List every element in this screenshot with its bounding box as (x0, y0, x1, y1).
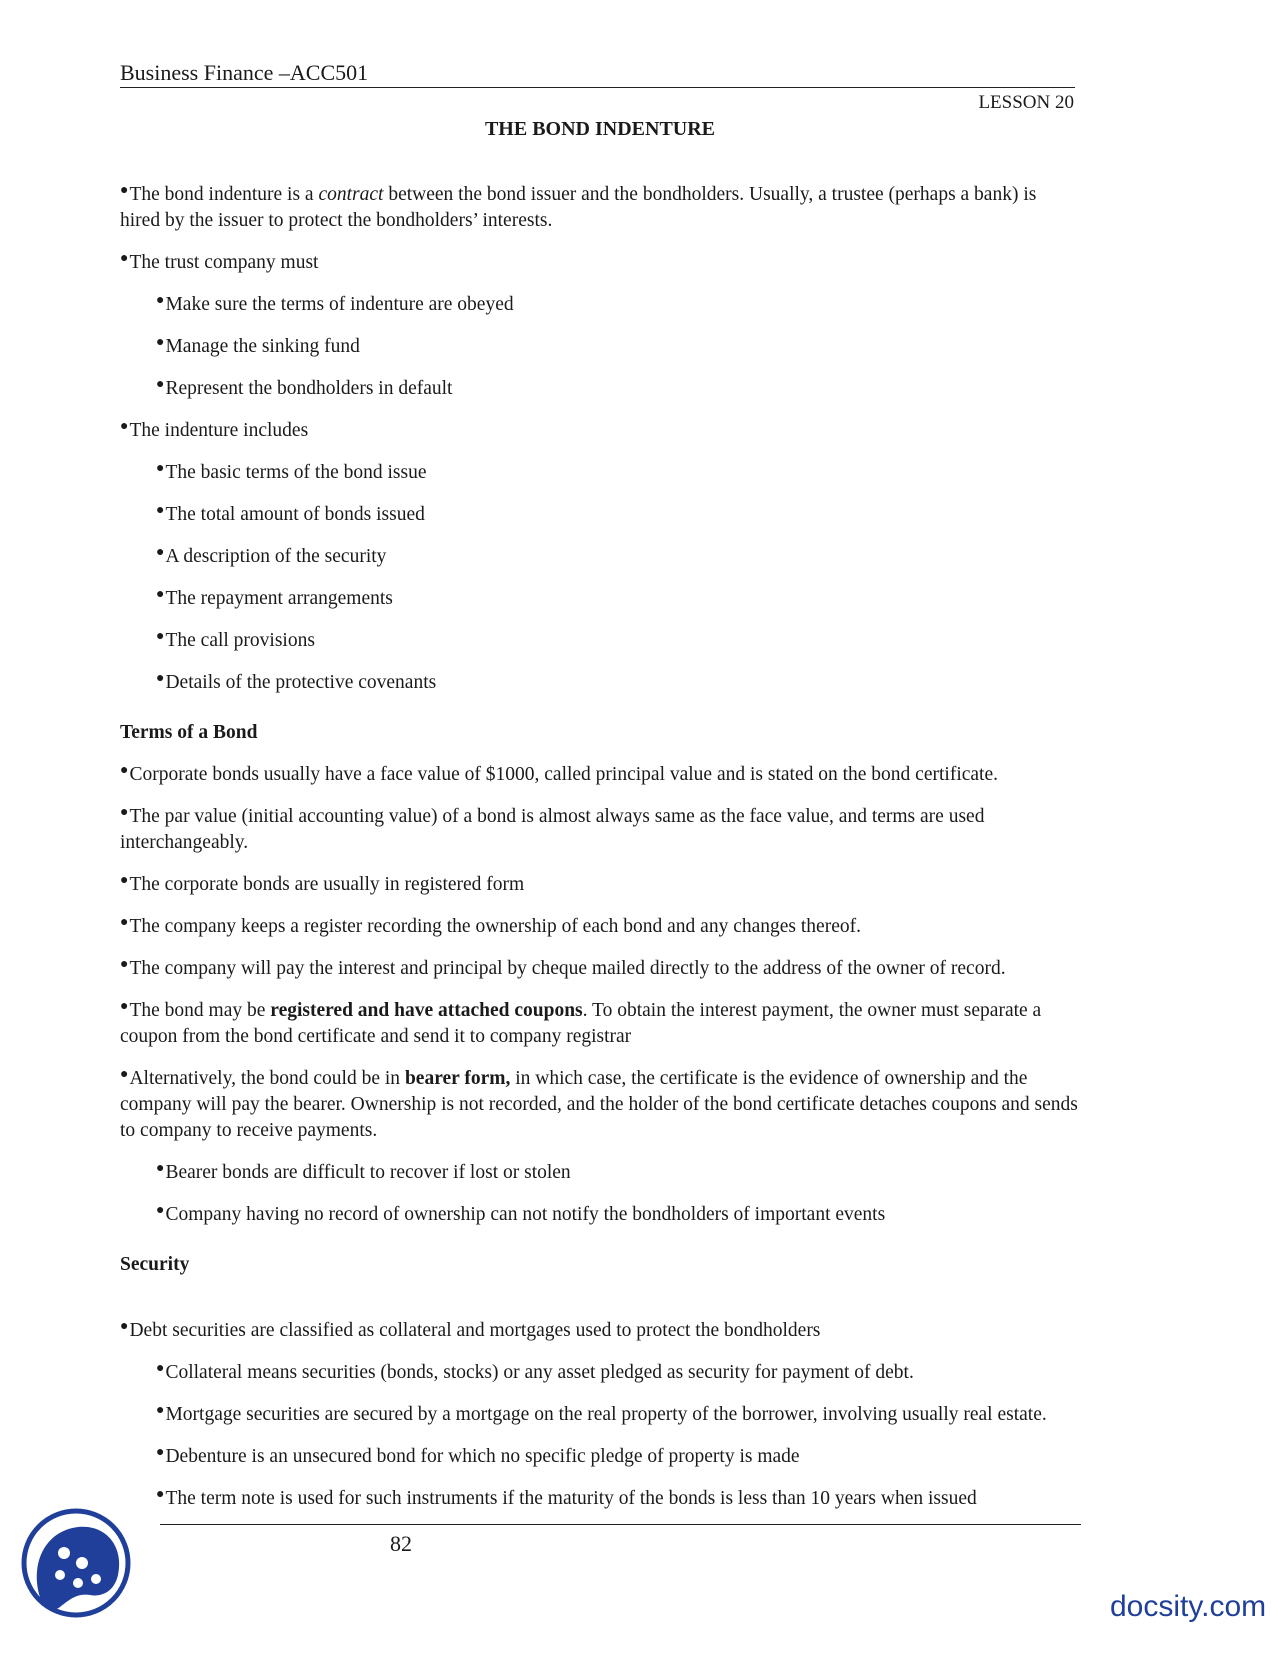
list-item: ●The repayment arrangements (156, 587, 393, 609)
paragraph: ●The par value (initial accounting value) of a bond is almost always same as the face value, and terms are used interchangeably. (120, 805, 985, 853)
section-heading-terms: Terms of a Bond (120, 722, 258, 743)
bullet-icon: ● (156, 629, 165, 644)
list-item: ●Collateral means securities (bonds, stocks) or any asset pledged as security for payment of debt. (156, 1361, 914, 1383)
list-item: ●Bearer bonds are difficult to recover if lost or stolen (156, 1161, 571, 1183)
bullet-icon: ● (120, 763, 129, 778)
docsity-logo-icon (20, 1505, 132, 1620)
bullet-icon: ● (156, 503, 165, 518)
paragraph: ●The company will pay the interest and principal by cheque mailed directly to the address of the owner of record. (120, 957, 1006, 979)
list-item: ●Mortgage securities are secured by a mortgage on the real property of the borrower, involving usually real estate. (156, 1403, 1047, 1425)
list-item: ●Manage the sinking fund (156, 335, 360, 357)
bullet-icon: ● (156, 545, 165, 560)
section-heading-security: Security (120, 1254, 190, 1275)
paragraph: ●The company keeps a register recording the ownership of each bond and any changes thereof. (120, 915, 861, 937)
bullet-icon: ● (156, 293, 165, 308)
lesson-label: LESSON 20 (978, 92, 1074, 113)
bullet-icon: ● (120, 957, 129, 972)
list-item: ●Company having no record of ownership can not notify the bondholders of important events (156, 1203, 886, 1225)
bullet-icon: ● (120, 915, 129, 930)
bullet-icon: ● (120, 999, 129, 1014)
paragraph: ●The bond may be registered and have attached coupons. To obtain the interest payment, the owner must separate a coupon from the bond certificate and send it to company registrar (120, 999, 1042, 1047)
bullet-icon: ● (156, 671, 165, 686)
bullet-icon: ● (120, 419, 129, 434)
paragraph: ●Alternatively, the bond could be in bearer form, in which case, the certificate is the evidence of ownership and the company will pay the bearer. Ownership is not recorded, and the holder of the bond certificate detaches coupons and sends to company to receive payments. (120, 1067, 1078, 1141)
bullet-icon: ● (156, 1487, 165, 1502)
bullet-icon: ● (156, 335, 165, 350)
list-item: ●The call provisions (156, 629, 315, 651)
list-item: ●The total amount of bonds issued (156, 503, 425, 525)
bullet-icon: ● (156, 1361, 165, 1376)
list-item: ●A description of the security (156, 545, 387, 567)
list-item: ●Debenture is an unsecured bond for which no specific pledge of property is made (156, 1445, 800, 1467)
document-body (120, 178, 1080, 1524)
bullet-icon: ● (120, 183, 129, 198)
bullet-icon: ● (156, 587, 165, 602)
list-item: ●The basic terms of the bond issue (156, 461, 427, 483)
emphasis-bold: bearer form, (404, 1068, 511, 1089)
paragraph: ●Debt securities are classified as collateral and mortgages used to protect the bondholders (120, 1319, 821, 1341)
page-number: 82 (390, 1531, 412, 1556)
footer-divider (160, 1524, 1081, 1525)
paragraph: ●The bond indenture is a contract between the bond issuer and the bondholders. Usually, a trustee (perhaps a bank) is hired by the issuer to protect the bondholders’ interests. (120, 183, 1037, 231)
bullet-icon: ● (156, 1403, 165, 1418)
list-item: ●Make sure the terms of indenture are obeyed (156, 293, 514, 315)
paragraph: ●The indenture includes (120, 419, 309, 441)
bullet-icon: ● (120, 251, 129, 266)
bullet-icon: ● (120, 805, 129, 820)
bullet-icon: ● (120, 873, 129, 888)
list-item: ●The term note is used for such instruments if the maturity of the bonds is less than 10 years when issued (156, 1487, 977, 1509)
emphasis: contract (318, 184, 384, 205)
bullet-icon: ● (156, 461, 165, 476)
bullet-icon: ● (120, 1067, 129, 1082)
list-item: ●Details of the protective covenants (156, 671, 437, 693)
bullet-icon: ● (156, 1445, 165, 1460)
emphasis-bold: registered and have attached coupons (270, 1000, 583, 1021)
page-title: THE BOND INDENTURE (484, 118, 716, 140)
course-header: Business Finance –ACC501 (120, 61, 1075, 88)
bullet-icon: ● (120, 1319, 129, 1334)
paragraph: ●The corporate bonds are usually in registered form (120, 873, 525, 895)
bullet-icon: ● (156, 1161, 165, 1176)
brand-watermark: docsity.com (1110, 1590, 1267, 1623)
paragraph: ●Corporate bonds usually have a face value of $1000, called principal value and is stated on the bond certificate. (120, 763, 998, 785)
bullet-icon: ● (156, 1203, 165, 1218)
bullet-icon: ● (156, 377, 165, 392)
list-item: ●Represent the bondholders in default (156, 377, 453, 399)
paragraph: ●The trust company must (120, 251, 319, 273)
